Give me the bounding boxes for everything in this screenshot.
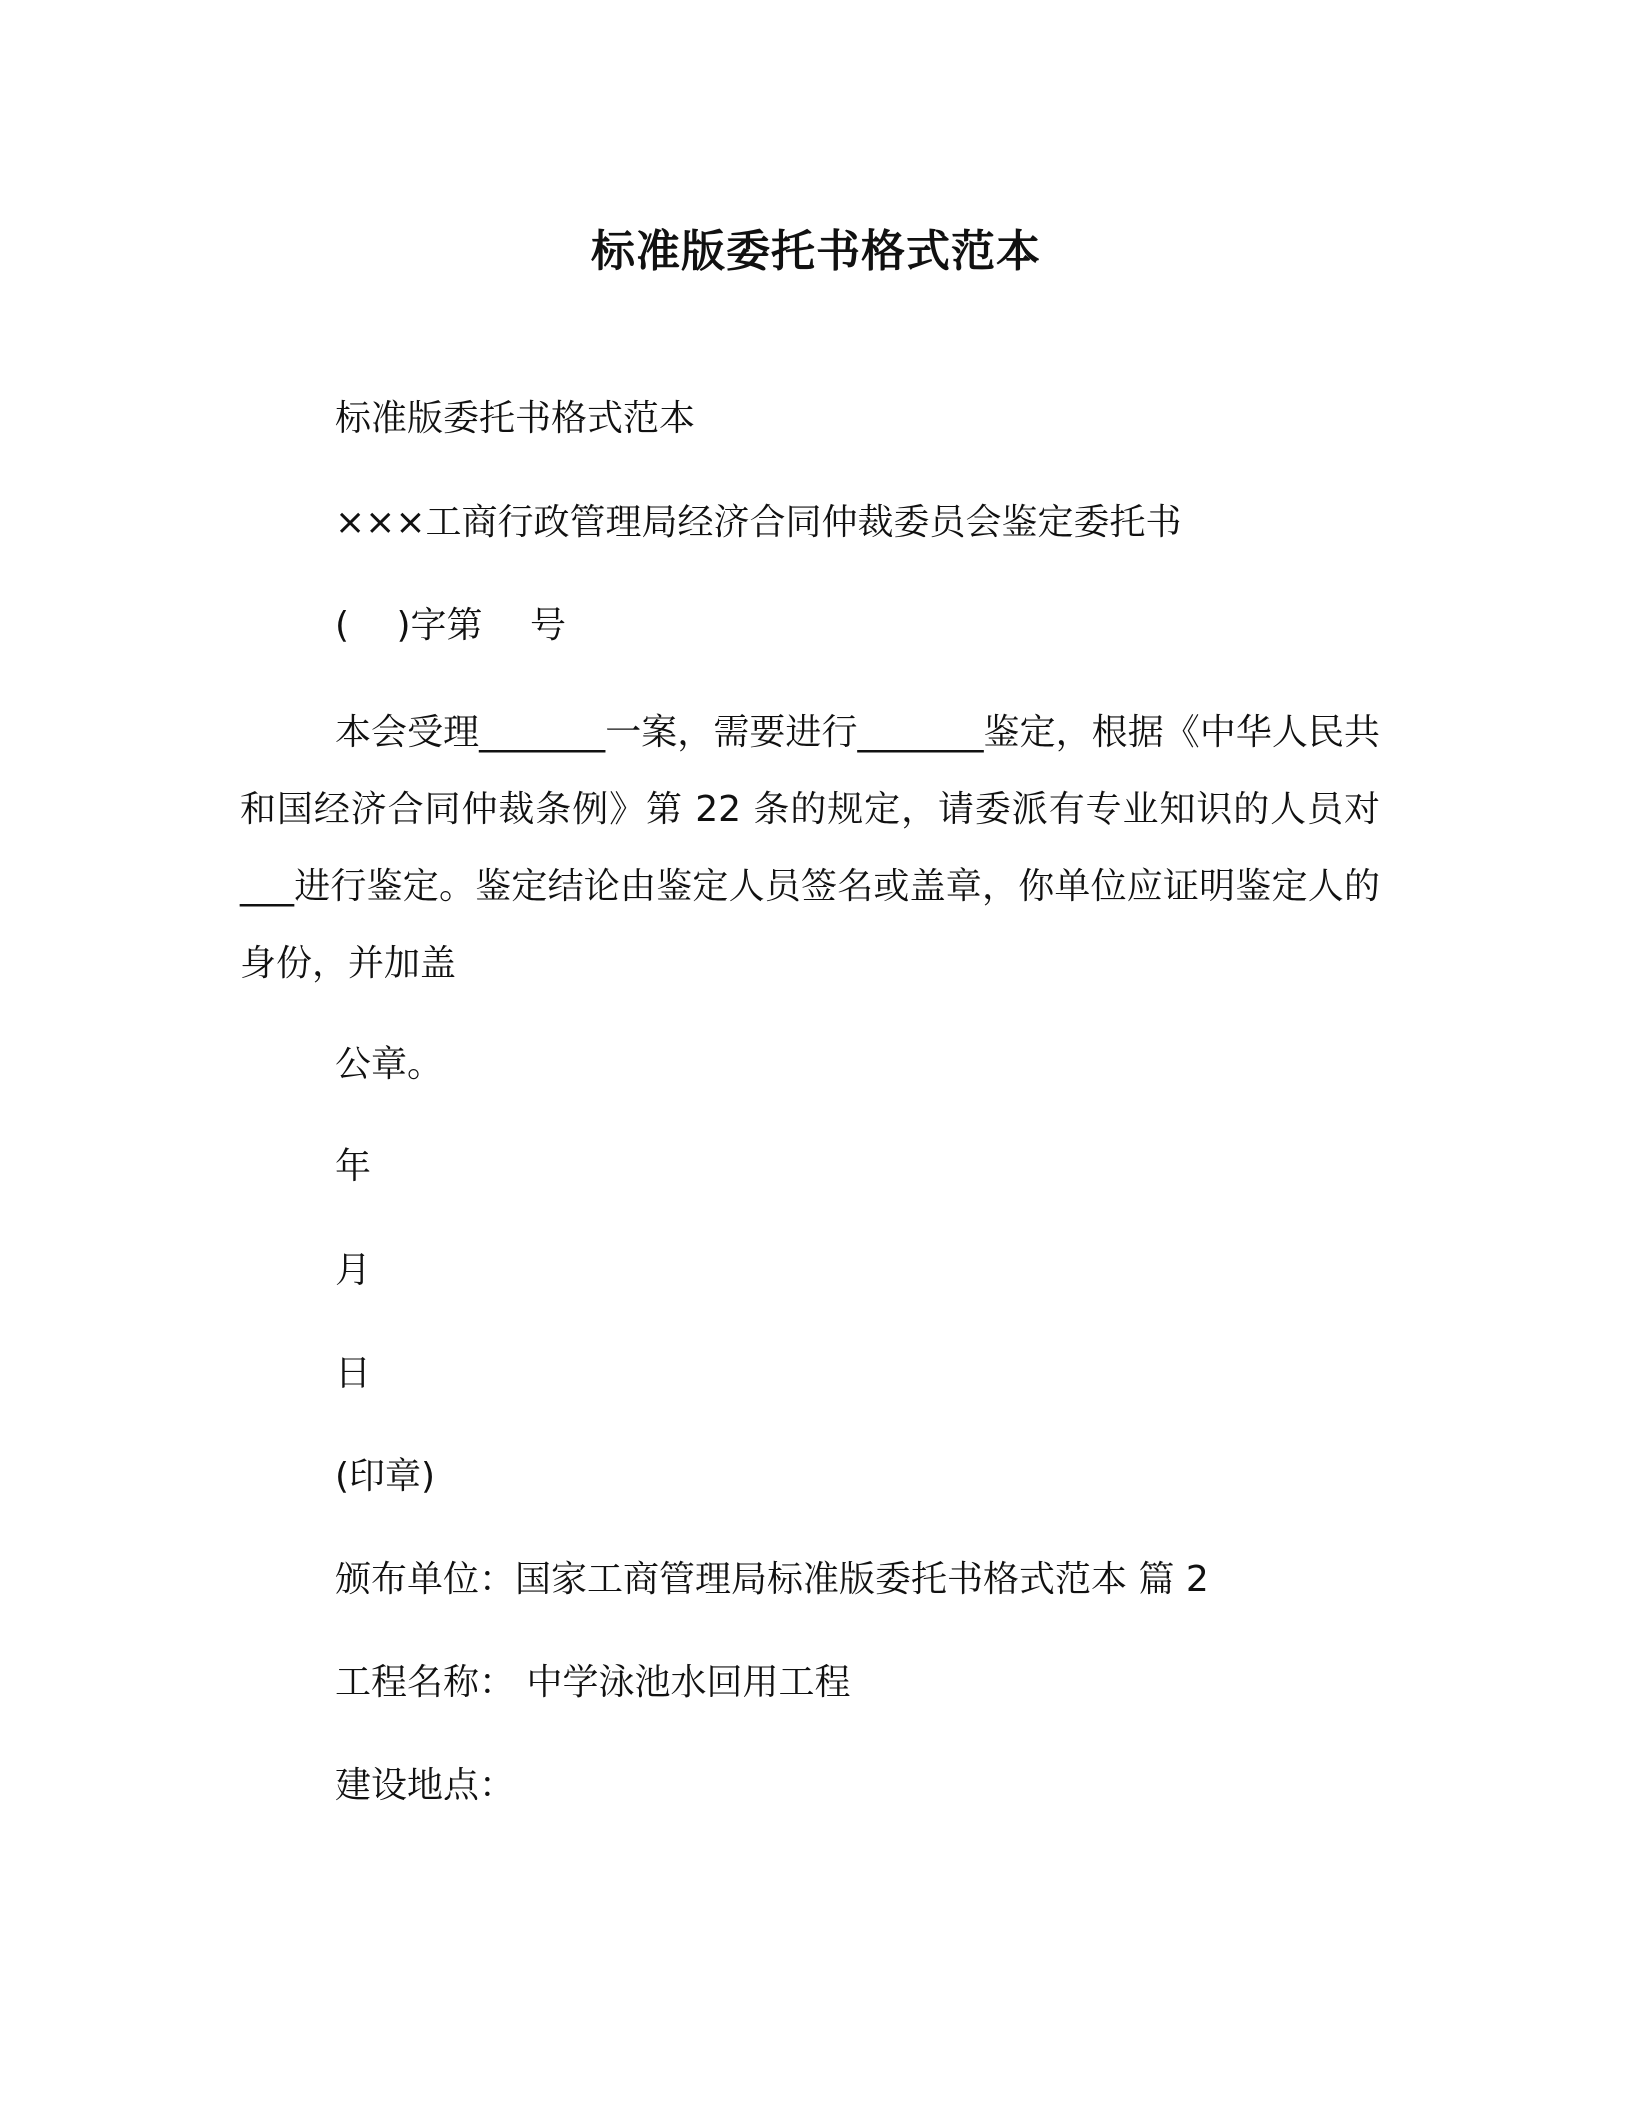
seal-label: (印章) xyxy=(335,1456,436,1497)
issuer-line: 颁布单位：国家工商管理局标准版委托书格式范本 篇 2 xyxy=(335,1559,1209,1600)
site-line: 建设地点： xyxy=(335,1765,516,1806)
document-number: ( )字第 号 xyxy=(335,605,566,646)
document-subtitle: 标准版委托书格式范本 xyxy=(335,398,696,439)
body-paragraph: 本会受理_______一案，需要进行_______鉴定，根据《中华人民共和国经济合同仲裁条例》第 22 条的规定，请委派有专业知识的人员对___进行鉴定。鉴定结论由鉴定人员签名或盖章，你单位应证明鉴定人的身份，并加盖 xyxy=(240,712,1380,984)
project-name-line: 工程名称： 中学泳池水回用工程 xyxy=(335,1662,851,1703)
body-tail: 公章。 xyxy=(335,1044,444,1085)
date-month: 月 xyxy=(335,1250,372,1291)
date-day: 日 xyxy=(335,1353,372,1394)
document-title: 标准版委托书格式范本 xyxy=(591,226,1041,277)
commission-heading: ×××工商行政管理局经济合同仲裁委员会鉴定委托书 xyxy=(335,502,1182,543)
date-year: 年 xyxy=(335,1146,372,1187)
